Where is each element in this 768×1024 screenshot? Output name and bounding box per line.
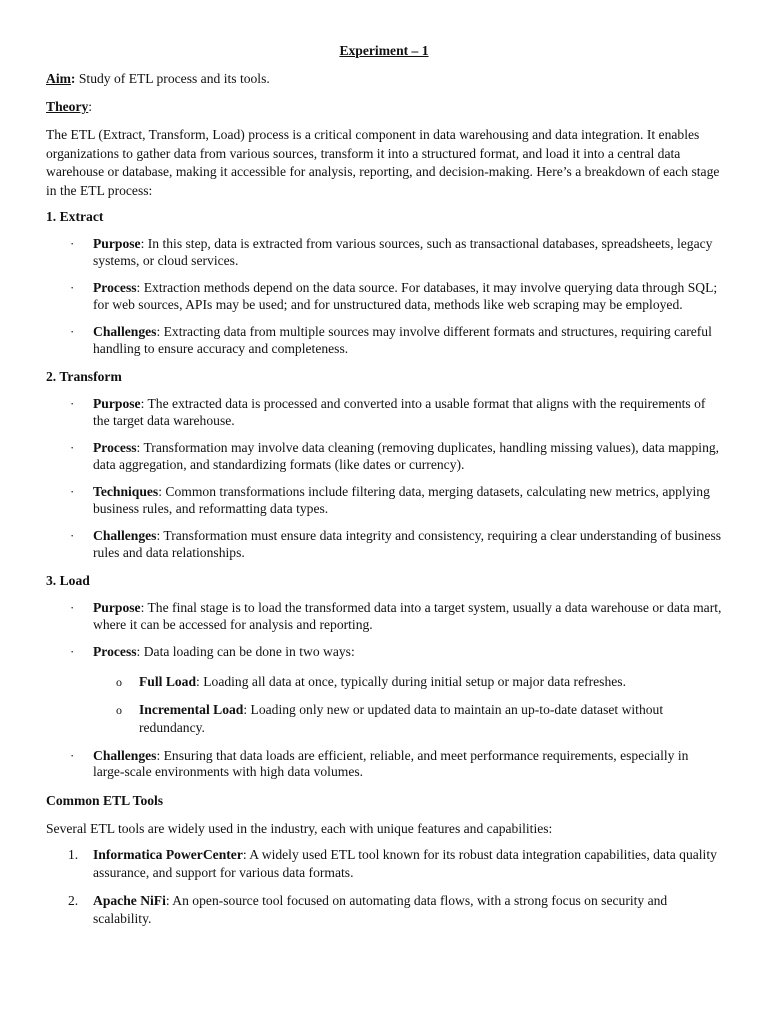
load-list bbox=[46, 600, 722, 781]
item-text: : In this step, data is extracted from various sources, such as transactional databases, spreadsheets, legacy systems, or cloud services. bbox=[93, 236, 713, 268]
item-text: : An open-source tool focused on automating data flows, with a strong focus on security and scalability. bbox=[93, 893, 668, 926]
item-text: : Loading only new or updated data to maintain an up-to-date dataset without redundancy. bbox=[139, 701, 664, 735]
item-term: Process bbox=[93, 280, 137, 295]
list-item bbox=[46, 748, 722, 781]
theory-heading bbox=[46, 98, 722, 116]
bullet-marker: · bbox=[70, 600, 75, 615]
list-item bbox=[46, 846, 722, 882]
bullet-marker: · bbox=[70, 747, 75, 763]
aim-line bbox=[46, 70, 722, 88]
bullet-marker: · bbox=[70, 396, 75, 411]
item-text: : Data loading can be done in two ways: bbox=[136, 644, 355, 659]
sub-list-item bbox=[93, 701, 722, 737]
list-number: 2. bbox=[68, 893, 79, 908]
bullet-marker: · bbox=[70, 528, 75, 543]
aim-colon: : bbox=[70, 71, 76, 86]
item-text: : Ensuring that data loads are efficient, reliable, and meet performance requirements, especially in large-scale environments with high data volumes. bbox=[93, 747, 689, 779]
transform-heading: 2. Transform bbox=[46, 369, 122, 384]
item-text: : Extraction methods depend on the data source. For databases, it may involve querying data through SQL; for web sources, APIs may be used; and for unstructured data, methods like web scraping may be employed. bbox=[93, 280, 718, 312]
extract-heading: 1. Extract bbox=[46, 209, 104, 224]
item-term: Full Load bbox=[139, 673, 197, 689]
tools-intro: Several ETL tools are widely used in the industry, each with unique features and capabilities: bbox=[46, 820, 553, 836]
item-term: Apache NiFi bbox=[93, 893, 166, 908]
theory-colon: : bbox=[88, 99, 93, 114]
item-text: : A widely used ETL tool known for its robust data integration capabilities, data quality assurance, and support for various data formats. bbox=[93, 847, 717, 880]
list-item bbox=[46, 236, 722, 269]
list-number: 1. bbox=[68, 847, 79, 862]
item-term: Purpose bbox=[93, 600, 141, 615]
item-term: Challenges bbox=[93, 324, 157, 339]
document-title: Experiment – 1 bbox=[339, 43, 429, 58]
item-text: : The final stage is to load the transformed data into a target system, usually a data warehouse or data mart, where it can be accessed for analysis and reporting. bbox=[93, 600, 722, 632]
item-term: Process bbox=[93, 440, 137, 455]
item-text: : Loading all data at once, typically during initial setup or major data refreshes. bbox=[196, 673, 626, 689]
item-term: Process bbox=[93, 644, 137, 659]
bullet-marker: · bbox=[70, 324, 75, 339]
bullet-marker: · bbox=[70, 440, 75, 455]
item-text: : The extracted data is processed and converted into a usable format that aligns with the requirements of the target data warehouse. bbox=[93, 396, 706, 428]
list-item bbox=[46, 440, 722, 473]
load-heading: 3. Load bbox=[46, 573, 90, 588]
load-sub-list bbox=[93, 673, 722, 737]
item-text: : Common transformations include filtering data, merging datasets, calculating new metrics, applying business rules, and reformatting data types. bbox=[93, 484, 710, 516]
item-term: Incremental Load bbox=[139, 701, 244, 717]
list-item bbox=[46, 600, 722, 633]
list-item bbox=[46, 528, 722, 561]
sub-bullet-marker: o bbox=[116, 702, 122, 717]
aim-text: Study of ETL process and its tools. bbox=[75, 71, 270, 86]
sub-list-item bbox=[93, 673, 722, 691]
bullet-marker: · bbox=[70, 484, 75, 499]
list-item bbox=[46, 280, 722, 313]
item-text: : Transformation may involve data cleaning (removing duplicates, handling missing values), data mapping, data aggregation, and standardizing formats (like dates or currency). bbox=[93, 440, 720, 472]
item-term: Challenges bbox=[93, 528, 157, 543]
list-item bbox=[46, 396, 722, 429]
list-item bbox=[46, 484, 722, 517]
list-item bbox=[46, 324, 722, 357]
item-term: Challenges bbox=[93, 747, 157, 763]
bullet-marker: · bbox=[70, 644, 75, 659]
bullet-marker: · bbox=[70, 280, 75, 295]
tools-heading: Common ETL Tools bbox=[46, 792, 164, 808]
list-item bbox=[46, 644, 722, 737]
transform-list bbox=[46, 396, 722, 561]
item-term: Informatica PowerCenter bbox=[93, 847, 243, 862]
extract-list bbox=[46, 236, 722, 357]
item-term: Purpose bbox=[93, 236, 141, 251]
item-text: : Extracting data from multiple sources may involve different formats and structures, requiring careful handling to ensure accuracy and completeness. bbox=[93, 324, 712, 356]
aim-label: Aim bbox=[46, 71, 71, 86]
tools-list bbox=[46, 846, 722, 928]
theory-label: Theory bbox=[46, 99, 89, 114]
intro-paragraph: The ETL (Extract, Transform, Load) process is a critical component in data warehousing and data integration. It enables organizations to gather data from various sources, transform it into a structured format, and load it into a central data warehouse or database, making it accessible for analysis, reporting, and decision-making. Here’s a breakdown of each stage in the ETL process: bbox=[46, 127, 720, 198]
item-term: Techniques bbox=[93, 484, 159, 499]
list-item bbox=[46, 892, 722, 928]
item-term: Purpose bbox=[93, 396, 141, 411]
item-text: : Transformation must ensure data integrity and consistency, requiring a clear understanding of business rules and data relationships. bbox=[93, 528, 722, 560]
sub-bullet-marker: o bbox=[116, 674, 122, 689]
bullet-marker: · bbox=[70, 236, 75, 251]
